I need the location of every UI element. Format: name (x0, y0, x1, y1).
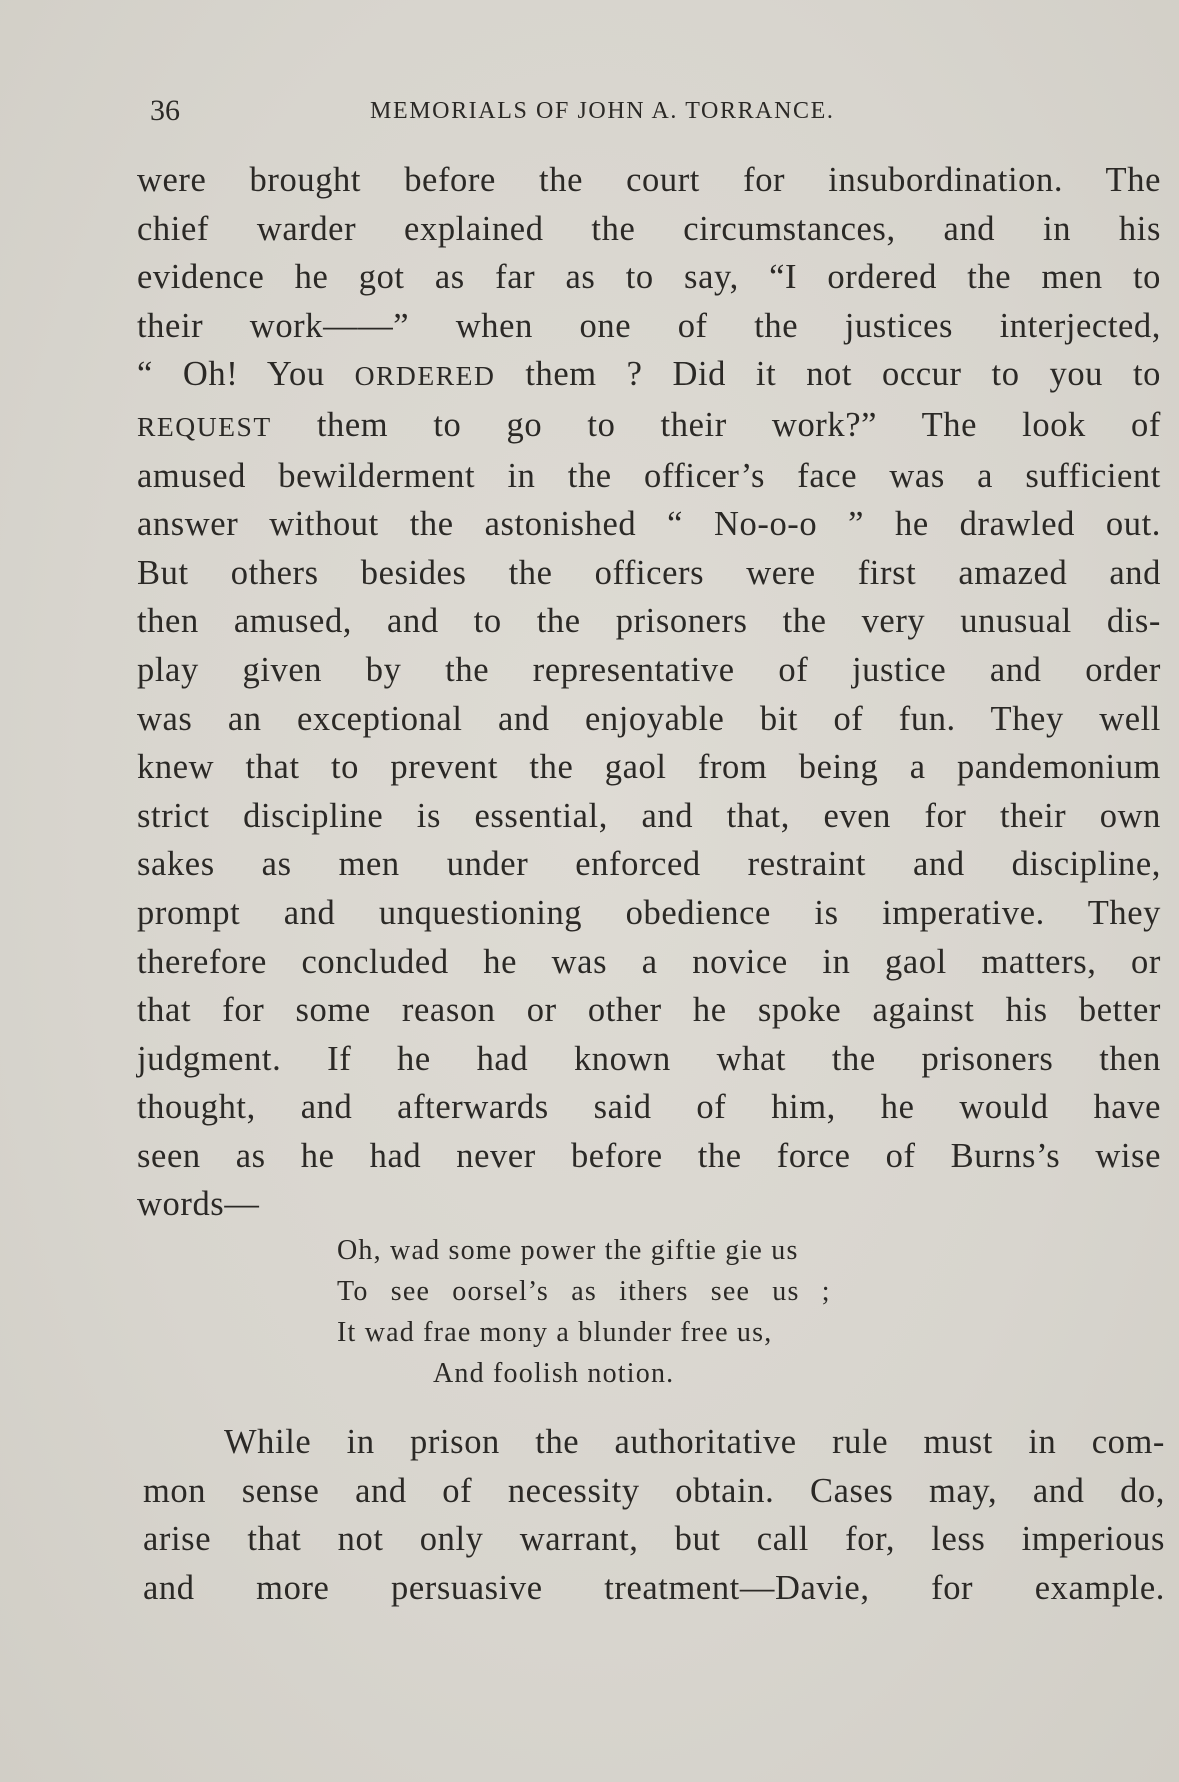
text-line: seen as he had never before the force of Burns’s wise (137, 1136, 1161, 1175)
text-line: answer without the astonished “ No-o-o ” he drawled out. (137, 505, 1161, 544)
text-line: evidence he got as far as to say, “I ordered the men to (137, 258, 1161, 297)
text-line: chief warder explained the circumstances, and in his (137, 209, 1161, 248)
paragraph-1 (137, 156, 1161, 1229)
verse-quotation (337, 1230, 937, 1394)
text-line: words— (137, 1185, 260, 1224)
text-line: arise that not only warrant, but call for, less imperious (143, 1520, 1165, 1559)
text-line: then amused, and to the prisoners the very unusual dis- (137, 602, 1161, 641)
text-line: amused bewilderment in the officer’s face was a sufficient (137, 456, 1161, 495)
verse-line: Oh, wad some power the giftie gie us (337, 1235, 799, 1266)
small-caps-word: REQUEST (137, 410, 272, 442)
page-number: 36 (150, 94, 180, 127)
text-line: sakes as men under enforced restraint and discipline, (137, 845, 1161, 884)
text-line (137, 401, 1161, 452)
text-line (137, 350, 1161, 401)
verse-line: And foolish notion. (433, 1358, 675, 1389)
text-line: were brought before the court for insubordination. The (137, 161, 1161, 199)
running-head: MEMORIALS OF JOHN A. TORRANCE. (370, 98, 835, 124)
paragraph-2 (143, 1418, 1165, 1612)
text-line: play given by the representative of justice and order (137, 650, 1161, 689)
text-fragment: them to go to their work?” The look of (271, 405, 1161, 444)
text-line: mon sense and of necessity obtain. Cases may, and do, (143, 1471, 1165, 1510)
text-line: judgment. If he had known what the prisoners then (137, 1039, 1161, 1078)
text-line: and more persuasive treatment—Davie, for example. (143, 1568, 1165, 1607)
small-caps-word: ORDERED (354, 360, 496, 392)
text-line: that for some reason or other he spoke against his better (137, 991, 1161, 1030)
text-line: But others besides the officers were first amazed and (137, 553, 1161, 592)
text-line: strict discipline is essential, and that, even for their own (137, 796, 1161, 835)
page-header (150, 94, 1160, 134)
text-line: their work——” when one of the justices interjected, (137, 306, 1161, 345)
text-fragment: “ Oh! You (137, 355, 355, 394)
text-line: was an exceptional and enjoyable bit of fun. They well (137, 699, 1161, 738)
verse-line: It wad frae mony a blunder free us, (337, 1317, 773, 1348)
text-line: prompt and unquestioning obedience is imperative. They (137, 893, 1161, 932)
text-line: knew that to prevent the gaol from being a pandemonium (137, 748, 1161, 787)
text-line: thought, and afterwards said of him, he would have (137, 1088, 1161, 1127)
text-line: While in prison the authoritative rule must in com- (224, 1423, 1165, 1461)
text-fragment: them ? Did it not occur to you to (495, 355, 1161, 394)
verse-line: To see oorsel’s as ithers see us ; (337, 1276, 831, 1307)
text-line: therefore concluded he was a novice in gaol matters, or (137, 942, 1161, 981)
